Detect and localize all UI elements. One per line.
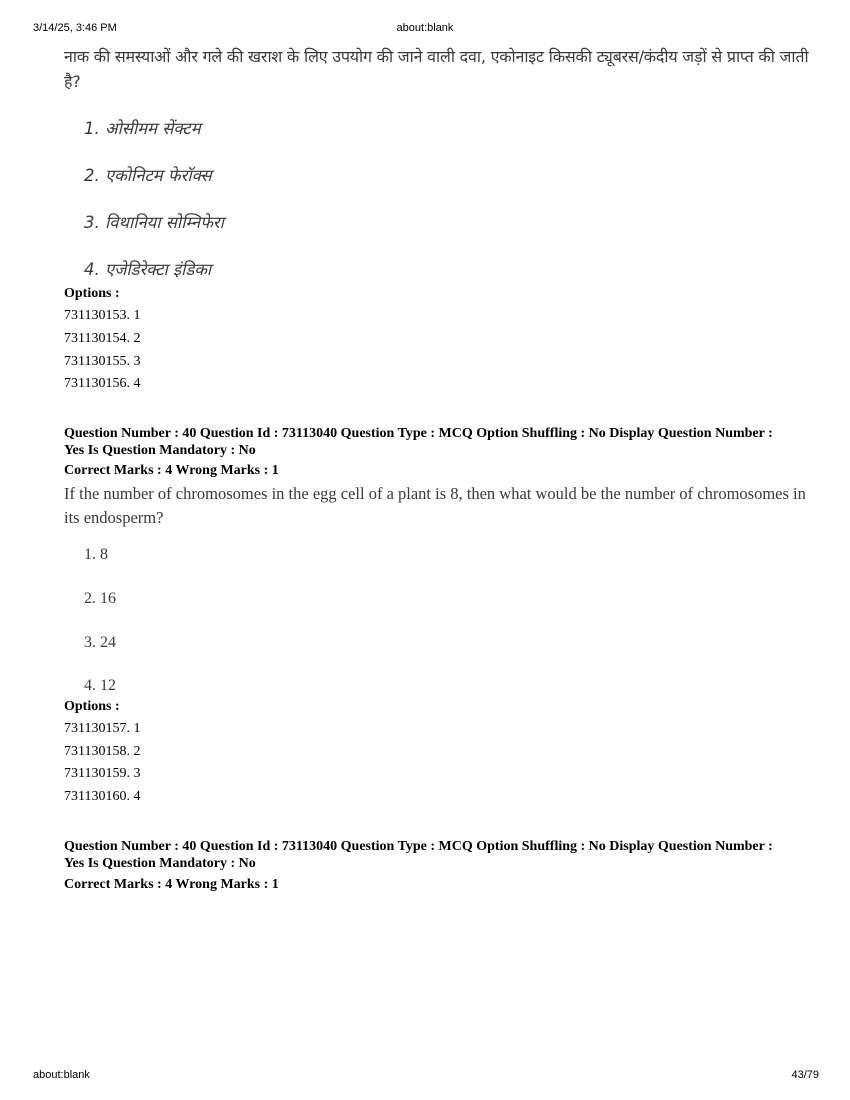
option-id: 731130159. 3 [64,766,141,781]
choice-3: 3. विथानिया सोम्निफेरा [84,213,224,232]
page-number: 43/79 [791,1069,819,1081]
choice-1: 1. 8 [84,546,108,563]
choice-4: 4. 12 [84,677,116,694]
option-id: 731130157. 1 [64,721,141,736]
option-id: 731130160. 4 [64,789,141,804]
choice-3: 3. 24 [84,634,116,651]
question-meta: Question Number : 40 Question Id : 73113040 Question Type : MCQ Option Shuffling : No Display Question Number : Yes Is Question Mandatory : No [64,426,773,458]
choice-2: 2. 16 [84,590,116,607]
print-datetime: 3/14/25, 3:46 PM [33,22,117,34]
footer-url: about:blank [33,1069,90,1081]
options-label: Options : [64,286,120,301]
marks-meta: Correct Marks : 4 Wrong Marks : 1 [64,877,279,892]
option-id: 731130158. 2 [64,744,141,759]
choice-1: 1. ओसीमम सेंक्टम [84,119,201,138]
option-id: 731130156. 4 [64,376,141,391]
options-label: Options : [64,699,120,714]
option-id: 731130153. 1 [64,308,141,323]
question-text-hindi: नाक की समस्याओं और गले की खराश के लिए उपयोग की जाने वाली दवा, एकोनाइट किसकी ट्यूबरस/कंदीय जड़ों से प्राप्त की जाती है? [64,47,809,91]
option-id: 731130154. 2 [64,331,141,346]
choice-4: 4. एजेडिरेक्टा इंडिका [84,260,212,279]
print-page-title: about:blank [396,22,454,34]
marks-meta: Correct Marks : 4 Wrong Marks : 1 [64,463,279,478]
question-text: If the number of chromosomes in the egg cell of a plant is 8, then what would be the number of chromosomes in its endosperm? [64,484,806,527]
choice-2: 2. एकोनिटम फेरॉक्स [84,166,212,185]
option-id: 731130155. 3 [64,354,141,369]
question-meta: Question Number : 40 Question Id : 73113040 Question Type : MCQ Option Shuffling : No Display Question Number : Yes Is Question Mandatory : No [64,839,773,871]
